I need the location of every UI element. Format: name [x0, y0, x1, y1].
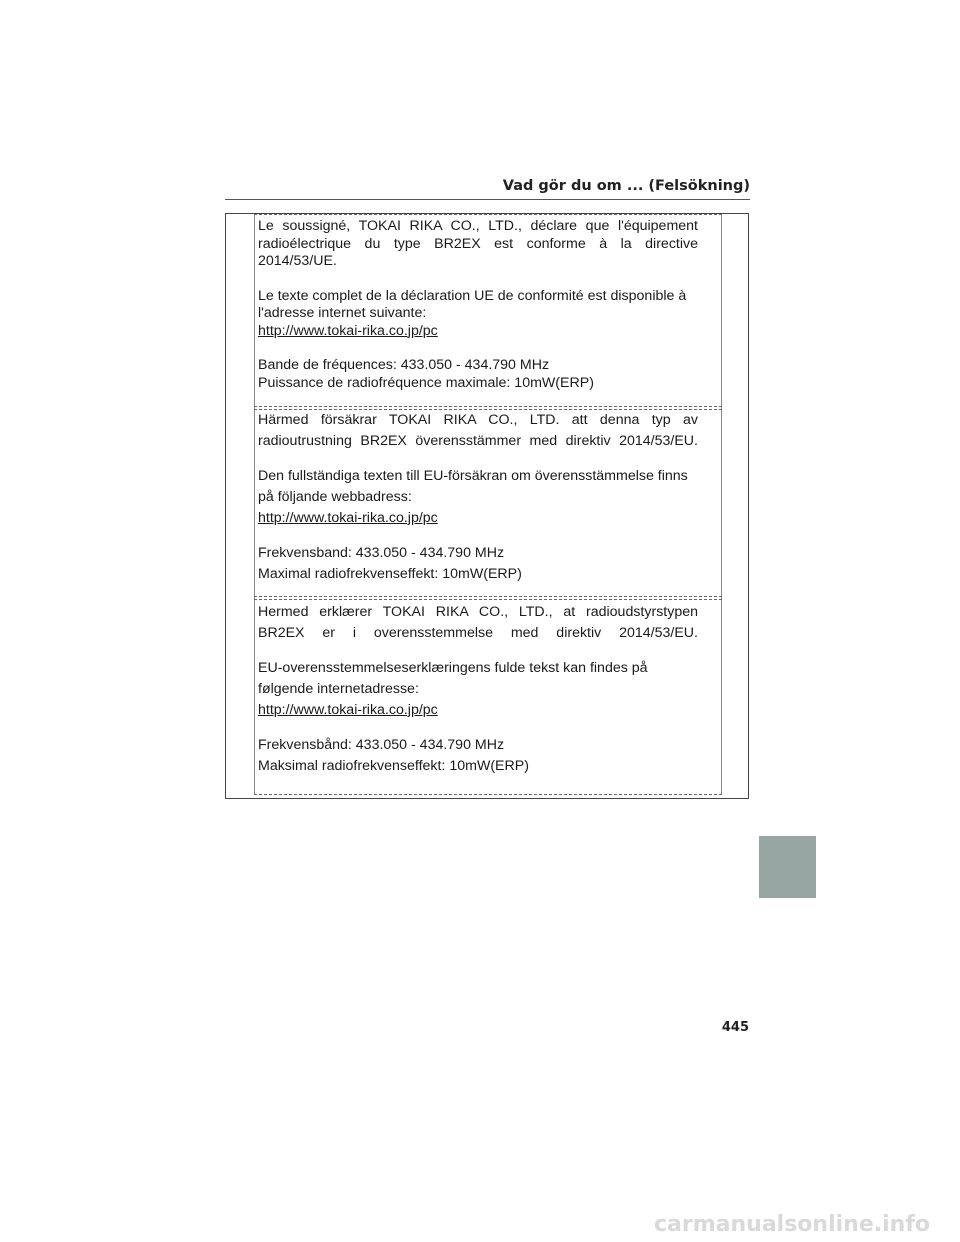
declaration-block-fr [258, 218, 698, 392]
frequency-band-da: Frekvensbånd: 433.050 - 434.790 MHz [258, 737, 505, 753]
max-power-da: Maksimal radiofrekvenseffekt: 10mW(ERP) [258, 758, 529, 774]
declaration-url-link-da[interactable]: http://www.tokai-rika.co.jp/pc [258, 702, 438, 718]
declaration-block-sv [258, 410, 698, 585]
declaration-specs-da [258, 735, 698, 777]
column-top-border [254, 214, 722, 215]
watermark-text: carmanualsonline.info [654, 1212, 930, 1237]
declaration-statement-fr: Le soussigné, TOKAI RIKA CO., LTD., déclare que l'équipement radioélectrique du type BR2EX est conforme à la directive 2014/53/UE. [258, 218, 698, 269]
declaration-specs-fr [258, 357, 698, 392]
max-power-sv: Maximal radiofrekvenseffekt: 10mW(ERP) [258, 566, 522, 582]
frequency-band-sv: Frekvensband: 433.050 - 434.790 MHz [258, 545, 505, 561]
max-power-fr: Puissance de radiofréquence maximale: 10mW(ERP) [258, 374, 594, 391]
declaration-statement-sv: Härmed försäkrar TOKAI RIKA CO., LTD. att denna typ av radioutrustning BR2EX överensstämmer med direktiv 2014/53/EU. [258, 412, 698, 449]
page-header-title: Vad gör du om ... (Felsökning) [502, 178, 750, 194]
header-rule [225, 199, 750, 200]
declaration-url-link-sv[interactable]: http://www.tokai-rika.co.jp/pc [258, 510, 438, 526]
block-divider-2 [254, 596, 722, 600]
page-number: 445 [721, 1020, 749, 1035]
declaration-fulltext-text-da: EU-overensstemmelseserklæringens fulde tekst kan findes på følgende internetadresse: [258, 660, 648, 697]
declaration-fulltext-da [258, 658, 698, 721]
declaration-block-da [258, 602, 698, 777]
declaration-statement-da: Hermed erklærer TOKAI RIKA CO., LTD., at radioudstyrstypen BR2EX er i overensstemmelse med direktiv 2014/53/EU. [258, 604, 698, 641]
declaration-fulltext-text-sv: Den fullständiga texten till EU-försäkran om överensstämmelse finns på följande webbadress: [258, 468, 688, 505]
declaration-specs-sv [258, 543, 698, 585]
frequency-band-fr: Bande de fréquences: 433.050 - 434.790 MHz [258, 357, 550, 373]
declaration-fulltext-fr [258, 288, 698, 341]
column-bottom-border [254, 794, 722, 795]
declaration-fulltext-text-fr: Le texte complet de la déclaration UE de conformité est disponible à l'adresse internet suivante: [258, 287, 687, 321]
declaration-fulltext-sv [258, 466, 698, 529]
section-side-tab [759, 836, 816, 898]
declaration-url-link-fr[interactable]: http://www.tokai-rika.co.jp/pc [258, 322, 438, 339]
